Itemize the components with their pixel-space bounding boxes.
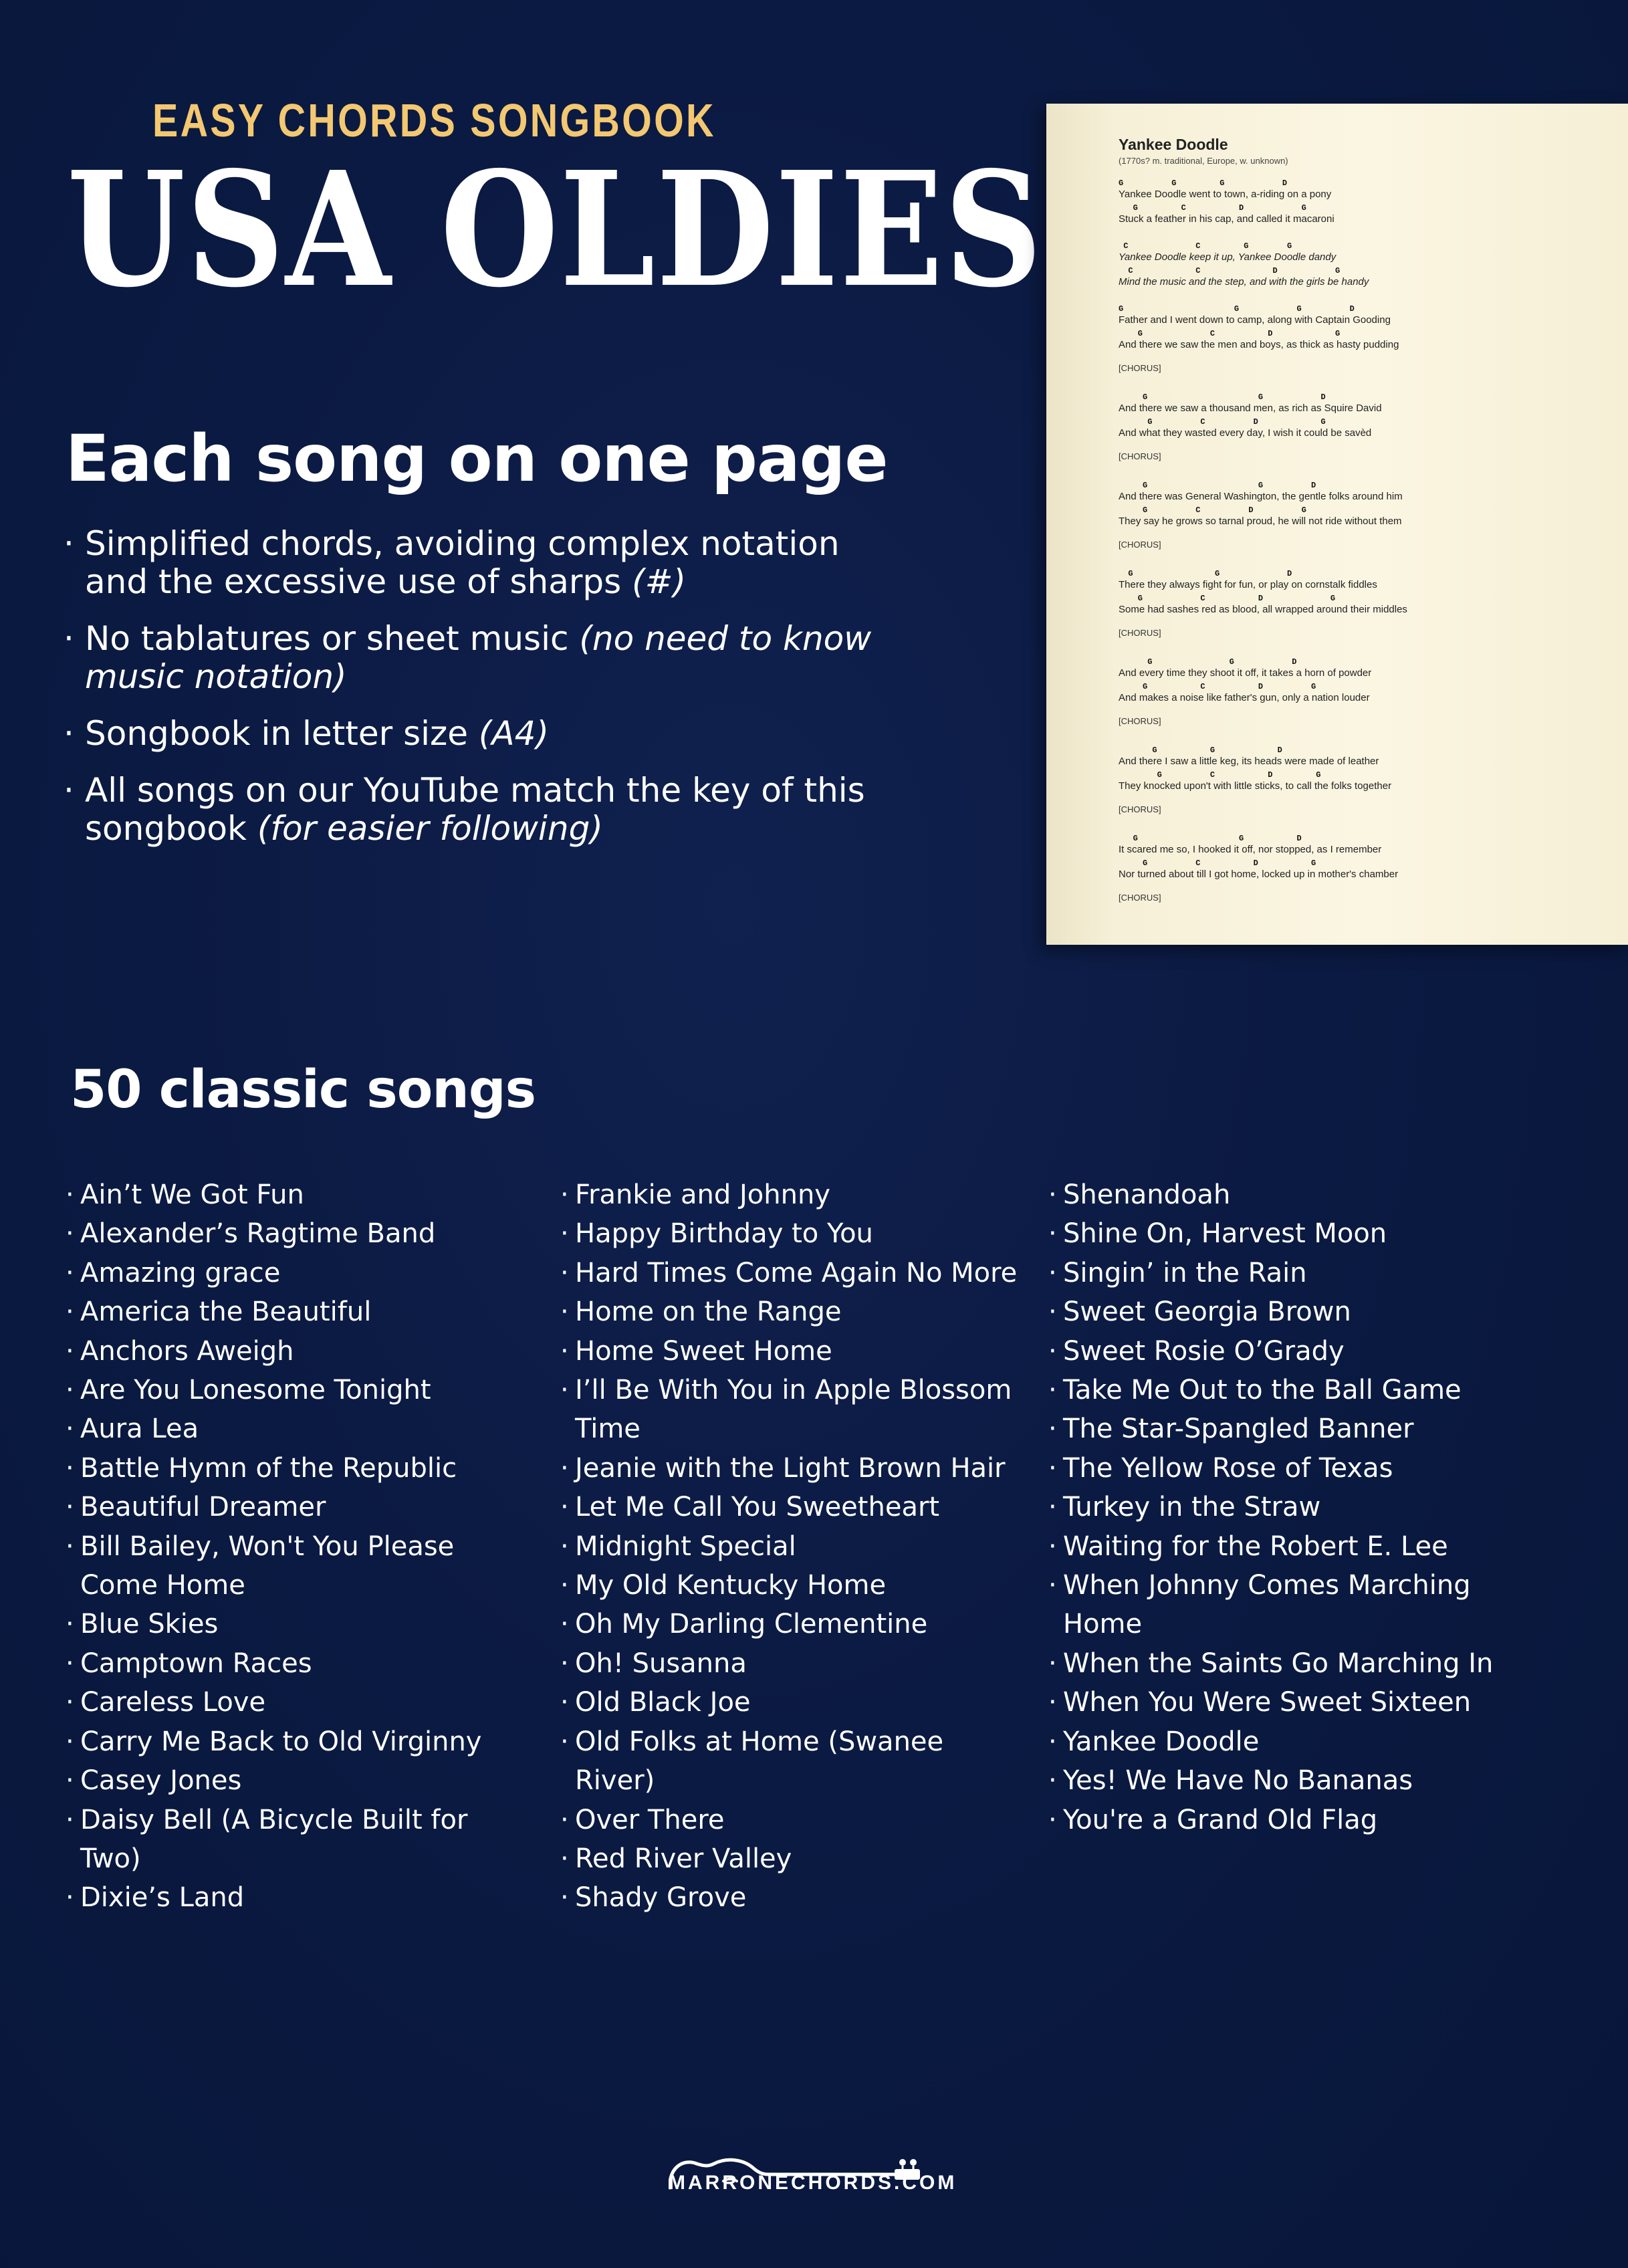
song-list-item: · Alexander’s Ragtime Band bbox=[66, 1214, 527, 1253]
song-list-item: · When the Saints Go Marching In bbox=[1048, 1644, 1516, 1683]
chorus-label: [CHORUS] bbox=[1119, 451, 1161, 461]
feature-text: Simplified chords, avoiding complex notation and the excessive use of sharps bbox=[85, 524, 840, 601]
lyric-line: And there was General Washington, the gentle folks around him bbox=[1119, 491, 1403, 502]
lyric-line: And there I saw a little keg, its heads were made of leather bbox=[1119, 756, 1379, 767]
feature-item bbox=[64, 715, 886, 753]
song-list-item: · Frankie and Johnny bbox=[560, 1175, 1022, 1214]
chord-line: G G G D bbox=[1119, 179, 1288, 188]
song-list-item: · I’ll Be With You in Apple Blossom Time bbox=[560, 1371, 1022, 1449]
song-list-item: · Happy Birthday to You bbox=[560, 1214, 1022, 1253]
feature-emphasis: (#) bbox=[632, 562, 687, 601]
song-list-item: · Shady Grove bbox=[560, 1878, 1022, 1917]
song-list-item: · Camptown Races bbox=[66, 1644, 527, 1683]
song-list-item: · Battle Hymn of the Republic bbox=[66, 1449, 527, 1488]
song-list-item: · The Yellow Rose of Texas bbox=[1048, 1449, 1516, 1488]
chorus-label: [CHORUS] bbox=[1119, 540, 1161, 550]
site-url[interactable]: MARRONECHORDS.COM bbox=[669, 2172, 957, 2194]
song-list-item: · Hard Times Come Again No More bbox=[560, 1254, 1022, 1292]
chord-line: G C D G bbox=[1119, 859, 1316, 868]
lyric-line: Mind the music and the step, and with the girls be handy bbox=[1119, 276, 1369, 288]
song-list-item: · Shenandoah bbox=[1048, 1175, 1516, 1214]
song-list-item: · Yes! We Have No Bananas bbox=[1048, 1761, 1516, 1800]
chord-line: G G D bbox=[1119, 834, 1302, 843]
feature-item bbox=[64, 620, 886, 696]
lyric-line: It scared me so, I hooked it off, nor stopped, as I remember bbox=[1119, 844, 1382, 855]
song-list-item: · Waiting for the Robert E. Lee bbox=[1048, 1527, 1516, 1566]
lyric-line: Father and I went down to camp, along with Captain Gooding bbox=[1119, 314, 1391, 326]
song-list-column-1 bbox=[66, 1175, 527, 1918]
song-list-item: · You're a Grand Old Flag bbox=[1048, 1801, 1516, 1839]
song-list-item: · Anchors Aweigh bbox=[66, 1332, 527, 1371]
lyric-line: There they always fight for fun, or play on cornstalk fiddles bbox=[1119, 579, 1377, 590]
chord-line: G G D bbox=[1119, 569, 1292, 578]
song-list-item: · Oh My Darling Clementine bbox=[560, 1605, 1022, 1643]
songs-heading: 50 classic songs bbox=[70, 1060, 536, 1120]
feature-text: No tablatures or sheet music bbox=[85, 619, 580, 658]
chorus-label: [CHORUS] bbox=[1119, 804, 1161, 814]
chord-line: G G D bbox=[1119, 746, 1282, 755]
chord-line: G C D G bbox=[1119, 594, 1336, 603]
song-list-item: · When Johnny Comes Marching Home bbox=[1048, 1566, 1516, 1644]
lyric-line: They say he grows so tarnal proud, he will not ride without them bbox=[1119, 516, 1402, 527]
song-list-item: · Casey Jones bbox=[66, 1761, 527, 1800]
song-list-item: · Beautiful Dreamer bbox=[66, 1488, 527, 1526]
lyric-line: And there we saw a thousand men, as rich as Squire David bbox=[1119, 403, 1382, 414]
feature-emphasis: (A4) bbox=[478, 714, 549, 753]
lyric-line: And makes a noise like father's gun, only a nation louder bbox=[1119, 692, 1370, 703]
sample-verse bbox=[1119, 241, 1613, 291]
lyric-line: Yankee Doodle went to town, a-riding on a pony bbox=[1119, 189, 1332, 200]
song-list-column-2 bbox=[560, 1175, 1022, 1918]
song-list-item: · Sweet Rosie O’Grady bbox=[1048, 1332, 1516, 1371]
main-title: USA OLDIES bbox=[67, 136, 1044, 322]
feature-text: All songs on our YouTube match the key of this songbook bbox=[85, 771, 865, 848]
song-list-item: · Home on the Range bbox=[560, 1292, 1022, 1331]
sample-verse bbox=[1119, 304, 1613, 354]
chorus-label: [CHORUS] bbox=[1119, 716, 1161, 726]
sample-song-meta: (1770s? m. traditional, Europe, w. unknown) bbox=[1119, 156, 1288, 166]
song-list-item: · Dixie’s Land bbox=[66, 1878, 527, 1917]
lyric-line: Nor turned about till I got home, locked up in mother's chamber bbox=[1119, 869, 1399, 880]
song-list-item: · Aura Lea bbox=[66, 1409, 527, 1448]
song-list-item: · Singin’ in the Rain bbox=[1048, 1254, 1516, 1292]
song-list-item: · My Old Kentucky Home bbox=[560, 1566, 1022, 1605]
feature-emphasis: (no need to know music notation) bbox=[85, 619, 872, 696]
lyric-line: Some had sashes red as blood, all wrapped around their middles bbox=[1119, 604, 1407, 615]
sample-song-page bbox=[1046, 104, 1628, 945]
sample-verse bbox=[1119, 392, 1613, 442]
lyric-line: Yankee Doodle keep it up, Yankee Doodle dandy bbox=[1119, 251, 1336, 263]
song-list-item: · The Star-Spangled Banner bbox=[1048, 1409, 1516, 1448]
chorus-label: [CHORUS] bbox=[1119, 363, 1161, 373]
feature-emphasis: (for easier following) bbox=[257, 809, 603, 848]
sample-verse bbox=[1119, 834, 1613, 883]
chord-line: G G D bbox=[1119, 481, 1316, 490]
song-list-item: · Are You Lonesome Tonight bbox=[66, 1371, 527, 1409]
lyric-line: And what they wasted every day, I wish it could be savèd bbox=[1119, 427, 1372, 439]
chord-line: G C D G bbox=[1119, 203, 1306, 213]
chord-line: C C G G bbox=[1119, 241, 1292, 251]
chord-line: G C D G bbox=[1119, 505, 1306, 515]
song-list-item: · Let Me Call You Sweetheart bbox=[560, 1488, 1022, 1526]
song-list-item: · Bill Bailey, Won't You Please Come Home bbox=[66, 1527, 527, 1605]
song-list-item: · Daisy Bell (A Bicycle Built for Two) bbox=[66, 1801, 527, 1879]
chord-line: G G D bbox=[1119, 392, 1326, 402]
feature-item bbox=[64, 525, 886, 601]
song-list-item: · Carry Me Back to Old Virginny bbox=[66, 1722, 527, 1761]
chorus-label: [CHORUS] bbox=[1119, 628, 1161, 638]
chord-line: G G D bbox=[1119, 657, 1297, 667]
chorus-label: [CHORUS] bbox=[1119, 893, 1161, 903]
chord-line: G C D G bbox=[1119, 770, 1321, 780]
chord-line: G C D G bbox=[1119, 417, 1326, 427]
song-list-item: · Oh! Susanna bbox=[560, 1644, 1022, 1683]
song-list-item: · Yankee Doodle bbox=[1048, 1722, 1516, 1761]
lyric-line: Stuck a feather in his cap, and called it macaroni bbox=[1119, 213, 1334, 225]
sample-verse bbox=[1119, 657, 1613, 707]
sample-verse bbox=[1119, 746, 1613, 795]
song-list-item: · Red River Valley bbox=[560, 1839, 1022, 1878]
song-list-item: · Amazing grace bbox=[66, 1254, 527, 1292]
song-list-item: · Jeanie with the Light Brown Hair bbox=[560, 1449, 1022, 1488]
song-list-item: · America the Beautiful bbox=[66, 1292, 527, 1331]
feature-item bbox=[64, 772, 886, 848]
song-list-item: · Midnight Special bbox=[560, 1527, 1022, 1566]
song-list-column-3 bbox=[1048, 1175, 1516, 1839]
song-list-item: · Ain’t We Got Fun bbox=[66, 1175, 527, 1214]
song-list-item: · When You Were Sweet Sixteen bbox=[1048, 1683, 1516, 1722]
lyric-line: And there we saw the men and boys, as thick as hasty pudding bbox=[1119, 339, 1399, 350]
song-list-item: · Blue Skies bbox=[66, 1605, 527, 1643]
chord-line: G G G D bbox=[1119, 304, 1355, 314]
sample-verse bbox=[1119, 481, 1613, 530]
lyric-line: And every time they shoot it off, it takes a horn of powder bbox=[1119, 667, 1372, 679]
sample-song-title: Yankee Doodle bbox=[1119, 136, 1228, 153]
song-list-item: · Old Black Joe bbox=[560, 1683, 1022, 1722]
song-list-item: · Careless Love bbox=[66, 1683, 527, 1722]
song-list-item: · Home Sweet Home bbox=[560, 1332, 1022, 1371]
chord-line: G C D G bbox=[1119, 682, 1316, 691]
sample-verse bbox=[1119, 179, 1613, 228]
feature-list bbox=[64, 525, 886, 867]
song-list-item: · Old Folks at Home (Swanee River) bbox=[560, 1722, 1022, 1801]
lyric-line: They knocked upon't with little sticks, to call the folks together bbox=[1119, 780, 1392, 792]
chord-line: C C D G bbox=[1119, 266, 1341, 275]
song-list-item: · Take Me Out to the Ball Game bbox=[1048, 1371, 1516, 1409]
sample-verse bbox=[1119, 569, 1613, 618]
features-heading: Each song on one page bbox=[66, 421, 888, 496]
feature-text: Songbook in letter size bbox=[85, 714, 479, 753]
song-list-item: · Turkey in the Straw bbox=[1048, 1488, 1516, 1526]
chord-line: G C D G bbox=[1119, 329, 1341, 338]
song-list-item: · Sweet Georgia Brown bbox=[1048, 1292, 1516, 1331]
song-list-item: · Over There bbox=[560, 1801, 1022, 1839]
song-list-item: · Shine On, Harvest Moon bbox=[1048, 1214, 1516, 1253]
kicker-title: EASY CHORDS SONGBOOK bbox=[152, 94, 716, 146]
